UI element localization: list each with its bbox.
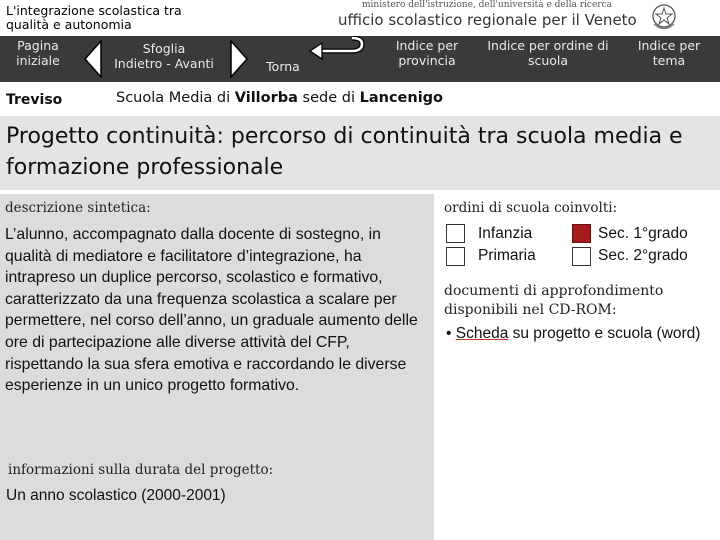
school-line [116,90,443,106]
checkbox-primaria [446,247,465,266]
document-link-scheda[interactable]: Scheda [455,325,509,342]
school-orders-label: ordini di scuola coinvolti: [444,200,618,216]
document-link-suffix: su progetto e scuola (word) [508,325,701,342]
document-list-item [446,324,716,344]
school-prefix: Scuola Media di [116,90,231,106]
checkbox-label-sec-2-grado: Sec. 2°grado [598,247,688,264]
province-name: Treviso [6,92,63,108]
nav-back-button[interactable]: Torna [266,59,300,74]
school-town: Villorba [234,90,298,106]
italian-republic-emblem-icon [650,2,678,32]
return-arrow-icon[interactable] [308,36,366,62]
duration-label: informazioni sulla durata del progetto: [8,462,274,478]
ministry-name: ministero dell'istruzione, dell'università e della ricerca [362,0,613,10]
checkbox-label-primaria: Primaria [478,247,536,264]
nav-home-button[interactable]: Pagina iniziale [16,38,60,68]
description-label: descrizione sintetica: [5,200,151,216]
checkbox-infanzia [446,224,465,243]
bullet: • [446,325,452,342]
branch-prefix: sede di [302,90,355,106]
project-title: Progetto continuità: percorso di continuità tra scuola media e formazione professionale [6,124,683,180]
checkbox-label-sec-1-grado: Sec. 1°grado [598,225,688,242]
arrow-left-icon[interactable] [84,40,102,78]
app-title: L'integrazione scolastica tra qualità e autonomia [6,3,182,32]
checkbox-sec-1-grado [572,224,591,243]
checkbox-label-infanzia: Infanzia [478,225,533,242]
details-panel [436,194,720,540]
nav-index-school-order-button[interactable]: Indice per ordine di scuola [487,38,609,68]
nav-index-theme-button[interactable]: Indice per tema [637,38,701,68]
nav-index-province-button[interactable]: Indice per provincia [395,38,459,68]
checkbox-sec-2-grado [572,247,591,266]
nav-browse-label: Sfoglia [142,41,186,56]
nav-browse-button[interactable] [104,41,224,71]
description-text: L’alunno, accompagnato dalla docente di sostegno, in qualità di mediatore e facilitatore d’integrazione, ha intrapreso un duplice percorso, scolastico e formativo, caratterizzato da una frequenza scolastica a scalare per permettere, nel corso dell’anno, un graduale aumento delle ore di partecipazione alle diverse attività del CFP, rispettando la sua sfera emotiva e raccordando le diverse esperienze in un unico progetto formativo. [5,226,418,395]
duration-text: Un anno scolastico (2000-2001) [6,487,226,504]
navigation-bar [0,36,720,82]
office-name: ufficio scolastico regionale per il Veneto [338,11,637,29]
arrow-right-icon[interactable] [230,40,248,78]
documents-heading: documenti di approfondimento disponibili nel CD-ROM: [444,283,664,318]
branch-name: Lancenigo [359,90,444,106]
nav-browse-sublabel: Indietro - Avanti [114,56,214,71]
